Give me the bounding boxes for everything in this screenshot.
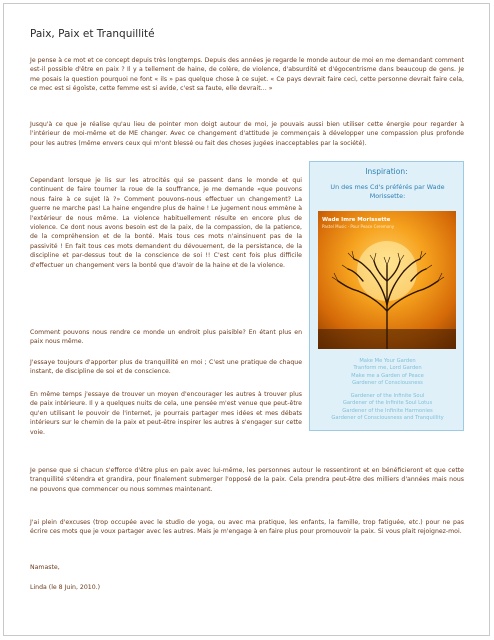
album-subtitle: Pastel Music · Pour Peace Ceremony <box>322 224 395 229</box>
closing-namaste: Namaste, <box>30 564 60 571</box>
track-item: Make me a Garden of Peace <box>351 372 424 379</box>
album-cover-image <box>318 211 456 349</box>
track-item: Gardener of Consciousness and Tranquillity <box>331 415 444 422</box>
paragraph-atrocities: Cependant lorsque je lis sur les atrocités qui se passent dans le monde et qui continuent de faire tourner la roue de la souffrance, je me demande «que pouvons nous faire à ce sujet là ?» Comment pouvons-nous effectuer un changement? La guerre ne marche pas! La haine engendre plus de haine ! Le jugement nous emmène à l'extérieur de nous même. La violence habituellement résulte en encore plus de violence. Ce dont nous avons besoin est de la paix, de la compassion, de la patience, de la compréhension et de la bonté. Mais tous ces mots n'ainsinuent pas de la passivité ! En fait tous ces mots demandent du dévouement, de la persistance, de la discipline et par-dessus tout de la conscience de soi !! C'est cent fois plus difficile d'effectuer un changement vers la bonté que d'avoir de la haine et de la violence. <box>30 177 302 269</box>
track-item: Gardener of Consciousness <box>352 379 423 386</box>
paragraph-intro: Je pense à ce mot et ce concept depuis très longtemps. Depuis des années je regarde le monde autour de moi en me demandant comment est-il possible d'être en paix ? Il y a tellement de haine, de colère, de violence, d'absurdité et d'égocentrisme dans beaucoup de gens. Je me posais la question pourquoi ne font « ils » pas quelque chose à ce sujet. « Ce pays devrait faire ceci, cette personne devrait faire cela, ce mec est si égoïste, cette femme est si avide, c'est sa faute, elle devrait… » <box>30 57 464 93</box>
paragraph-spread-peace: Je pense que si chacun s'efforce d'être plus en paix avec lui-même, les personnes autour le ressentiront et en bénéficieront et que cette tranquillité s'étendra et grandira, pour finalement submerger l'opposé de la paix. Cela prendra peut-être des milliers d'années mais nous ne pouvons que commencer ou nous sommes maintenant. <box>30 467 464 493</box>
paragraph-internet: En même temps j'essaye de trouver un moyen d'encourager les autres à trouver plus de paix intérieure. Il y a quelques nuits de cela, une pensée m'est venue que peut-être qu'en utilisant le pouvoir de l'internet, je pourrais partager mes idées et mes débats intérieurs sur le chemin de la paix et peut-être inspirer les autres à s'engager sur cette voie. <box>30 391 302 436</box>
paragraph-excuses: J'ai plein d'excuses (trop occupée avec le studio de yoga, ou avec ma pratique, les enfants, la famille, trop fatiguée, etc.) pour ne pas écrire ces mots que je voux partager avec les autres. Mais je m'engage à en faire plus pour promouvoir la paix. Si vous plait rejoignez-moi. <box>30 519 464 536</box>
track-item: Gardener of the Infinite Soul Lotus <box>342 400 433 407</box>
track-item: Gardener of the Infinite Harmonies <box>342 407 433 414</box>
paragraph-question: Comment pouvons nous rendre ce monde un endroit plus paisible? En étant plus en paix nous même. <box>30 329 302 346</box>
album-title: Wade Imre Morissette <box>322 217 391 223</box>
inspiration-sidebar <box>309 161 464 431</box>
sidebar-heading: Inspiration: <box>365 167 408 176</box>
page-title: Paix, Paix et Tranquillité <box>30 28 155 40</box>
paragraph-realization: Jusqu'à ce que je réalise qu'au lieu de pointer mon doigt autour de moi, je pouvais aussi bien utiliser cette énergie pour regarder à l'intérieur de moi-même et de ME changer. Avec ce changement d'attitude je commençais à développer une compassion plus profonde pour les autres (même envers ceux qui m'ont blessé ou fait des choses jugées inacceptables par la société). <box>30 121 464 147</box>
tree-silhouette-icon <box>318 211 456 349</box>
track-item: Tranform me, Lord Garden <box>353 365 422 372</box>
track-item: Make Me Your Garden <box>359 358 416 364</box>
track-list <box>314 358 461 422</box>
sidebar-subheading: Un des mes Cd's préférés par Wade Morissette: <box>330 183 445 200</box>
signature-date: Linda (le 8 Juin, 2010.) <box>30 584 101 591</box>
paragraph-practice: J'essaye toujours d'apporter plus de tranquillité en moi ; C'est une pratique de chaque instant, de discipline de soi et de conscience. <box>30 359 302 376</box>
track-item: Gardener of the Infinite Soul <box>350 393 425 400</box>
